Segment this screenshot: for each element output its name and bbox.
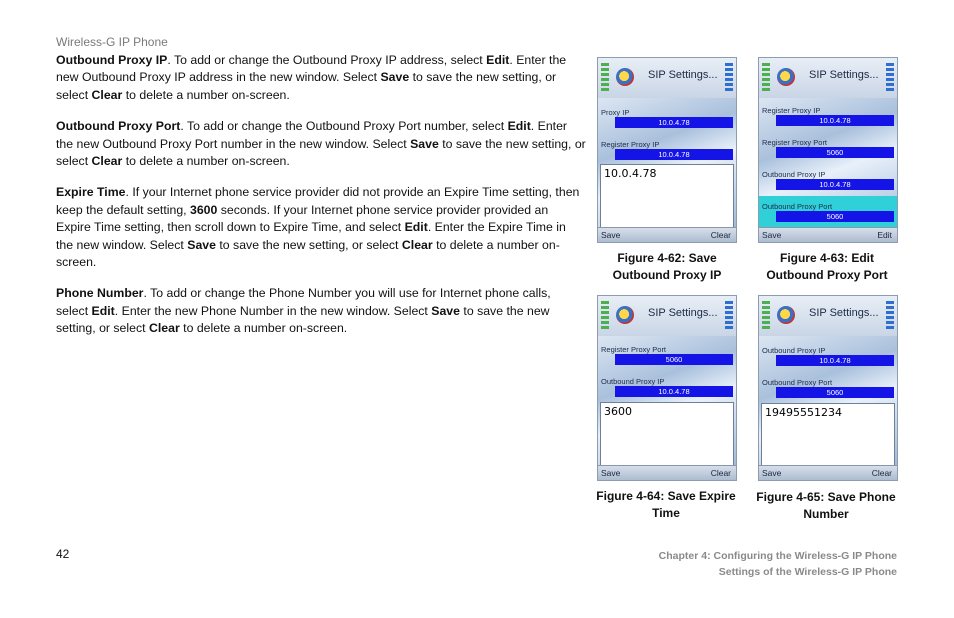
figure-4-62-caption: Figure 4-62: Save Outbound Proxy IP [612,251,722,282]
sip-settings-icon [616,306,634,324]
field-label: Outbound Proxy Port [762,378,833,387]
softkey-right: Clear [710,230,731,240]
signal-icon [762,63,770,91]
term: Outbound Proxy IP [56,53,168,67]
field-label: Register Proxy IP [601,140,660,149]
page-number: 42 [56,547,70,561]
figure-4-64-screenshot [597,295,737,481]
figure-4-63-screenshot [758,57,898,243]
term: Outbound Proxy Port [56,119,181,134]
softkey-left: Save [762,230,782,240]
term: Phone Number [56,286,144,301]
phone-content [598,98,736,230]
softkey-bar [598,227,736,242]
softkey-bar [759,465,897,480]
phone-titlebar [598,296,736,337]
field-value: 5060 [776,147,894,158]
field-label: Register Proxy Port [601,345,667,354]
figure-4-63-caption: Figure 4-63: Edit Outbound Proxy Port [766,251,888,282]
field-label: Outbound Proxy IP [601,377,665,386]
field-value: 5060 [615,354,733,365]
softkey-bar [759,227,897,242]
field-value: 10.0.4.78 [776,115,894,126]
phone-titlebar [598,58,736,99]
screen-title: SIP Settings... [809,307,879,319]
signal-icon [762,301,770,329]
softkey-left: Save [601,230,621,240]
softkey-right: Clear [871,468,892,478]
edit-box: 3600 [600,402,734,466]
phone-content [759,98,897,230]
body-text [56,52,586,352]
field-value: 5060 [776,211,894,222]
term: Expire Time [56,185,126,200]
phone-titlebar [759,296,897,337]
signal-icon [601,301,609,329]
battery-icon [725,301,733,329]
edit-box: 19495551234 [761,403,895,467]
figure-4-65-caption: Figure 4-65: Save Phone Number [756,490,896,521]
field-label: Register Proxy IP [762,106,821,115]
phone-content [598,336,736,468]
battery-icon [886,301,894,329]
field-value: 10.0.4.78 [615,386,733,397]
softkey-left: Save [762,468,782,478]
figure-4-62-screenshot [597,57,737,243]
softkey-left: Save [601,468,621,478]
paragraph-expire-time: Expire Time. If your Internet phone service provider did not provide an Expire Time setting, then keep the default setting, 3600 seconds. If your Internet phone service provider provided an Expire Time setting, then scroll down to Expire Time, and select Edit. Enter the Expire Time in the new window. Select Save to save the new setting, or select Clear to delete a number on-screen. [56,185,580,270]
field-label: Outbound Proxy IP [762,346,826,355]
figure-4-65-screenshot [758,295,898,481]
edit-box: 10.0.4.78 [600,164,734,228]
field-value: 10.0.4.78 [615,117,733,128]
sip-settings-icon [777,306,795,324]
battery-icon [886,63,894,91]
softkey-right: Edit [877,230,892,240]
sip-settings-icon [616,68,634,86]
footer-chapter: Chapter 4: Configuring the Wireless-G IP Phone [658,550,897,562]
running-header: Wireless-G IP Phone [56,35,168,49]
screen-title: SIP Settings... [809,69,879,81]
field-value: 5060 [776,387,894,398]
screen-title: SIP Settings... [648,69,718,81]
field-label: Outbound Proxy IP [762,170,826,179]
field-value: 10.0.4.78 [776,179,894,190]
field-value: 10.0.4.78 [615,149,733,160]
phone-content [759,336,897,468]
sip-settings-icon [777,68,795,86]
field-value: 10.0.4.78 [776,355,894,366]
screen-title: SIP Settings... [648,307,718,319]
field-label: Register Proxy Port [762,138,828,147]
paragraph-outbound-proxy-port: Outbound Proxy Port. To add or change the Outbound Proxy Port number, select Edit. Enter the new Outbound Proxy Port number in the new window. Select Save to save the new setting, or select Clear to delete a number on-screen. [56,119,586,169]
softkey-right: Clear [710,468,731,478]
paragraph-phone-number: Phone Number. To add or change the Phone Number you will use for Internet phone calls, select Edit. Enter the new Phone Number in the new window. Select Save to save the new setting, or select Clear to delete a number on-screen. [56,286,551,336]
footer-section: Settings of the Wireless-G IP Phone [718,566,897,578]
softkey-bar [598,465,736,480]
paragraph-outbound-proxy-ip: Outbound Proxy IP. To add or change the Outbound Proxy IP address, select Edit. Enter the new Outbound Proxy IP address in the new window. Select Save to save the new setting, or select Clear to delete a number on-screen. [56,53,567,102]
figure-4-64-caption: Figure 4-64: Save Expire Time [596,489,736,520]
field-label: Outbound Proxy Port [762,202,833,211]
signal-icon [601,63,609,91]
running-footer [659,548,897,580]
field-label: Proxy IP [601,108,630,117]
battery-icon [725,63,733,91]
phone-titlebar [759,58,897,99]
